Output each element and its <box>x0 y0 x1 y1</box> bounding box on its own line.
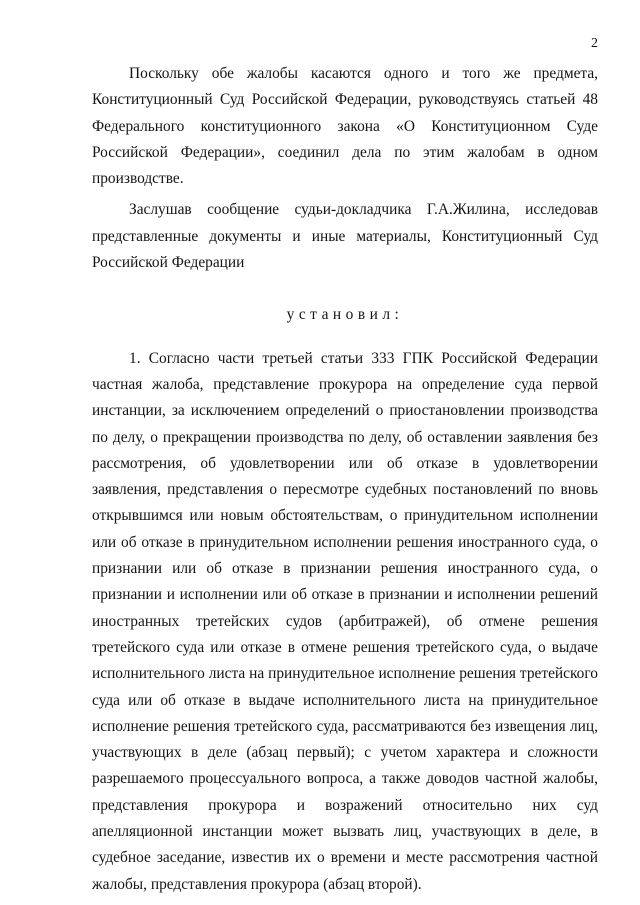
section-heading-established: установил: <box>286 306 404 324</box>
paragraph-joined-cases: Поскольку обе жалобы касаются одного и того же предмета, Конституционный Суд Российской Федерации, руководствуясь статьей 48 Федерального конституционного закона «О Конституционном Суде Российской Федерации», соединил дела по этим жалобам в одном производстве. <box>92 65 598 188</box>
document-body <box>92 61 598 898</box>
page-number: 2 <box>591 36 598 51</box>
paragraph-hearing-report: Заслушав сообщение судьи-докладчика Г.А.Жилина, исследовав представленные документы и иные материалы, Конституционный Суд Российской Федерации <box>92 201 598 272</box>
paragraph-article-333: 1. Согласно части третьей статьи 333 ГПК Российской Федерации частная жалоба, представление прокурора на определение суда первой инстанции, за исключением определений о приостановлении производства по делу, о прекращении производства по делу, об оставлении заявления без рассмотрения, об удовлетворении или об отказе в удовлетворении заявления, представления о пересмотре судебных постановлений по вновь открывшимся или новым обстоятельствам, о принудительном исполнении или об отказе в принудительном исполнении решения иностранного суда, о признании или об отказе в признании решения иностранного суда, о признании и исполнении или об отказе в признании и исполнении решений иностранных третейских судов (арбитражей), об отмене решения третейского суда или отказе в отмене решения третейского суда, о выдаче исполнительного листа на принудительное исполнение решения третейского суда или об отказе в выдаче исполнительного листа на принудительное исполнение решения третейского суда, рассматриваются без извещения лиц, участвующих в деле (абзац первый); с учетом характера и сложности разрешаемого процессуального вопроса, а также доводов частной жалобы, представления прокурора и возражений относительно них суд апелляционной инстанции может вызвать лиц, участвующих в деле, в судебное заседание, известив их о времени и месте рассмотрения частной жалобы, представления прокурора (абзац второй). <box>92 349 598 893</box>
